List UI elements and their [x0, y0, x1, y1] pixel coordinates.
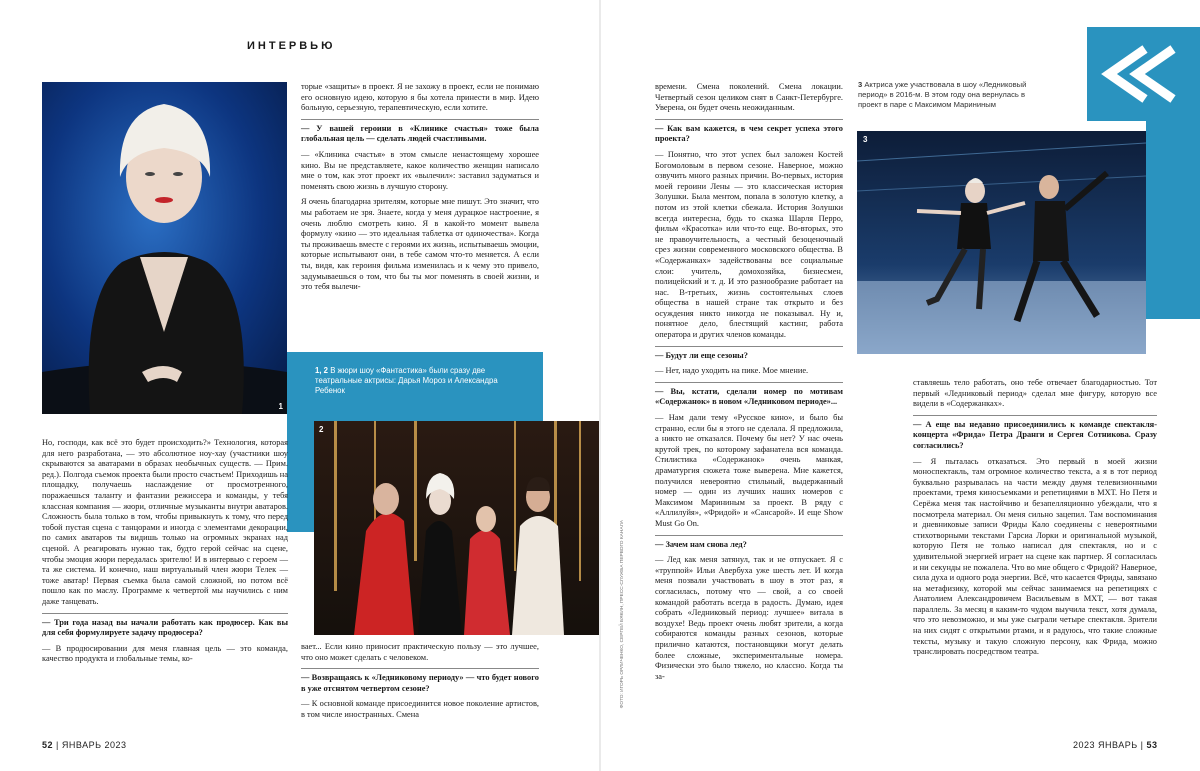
paragraph: — Понятно, что этот успех был заложен Костей Богомоловым в первом сезоне. Наверное, можно озвучить много разных причин. Во-первых, история моей героини Лены — это классическая история Золушки. Была ментом, попала в золотую клетку, а потом из этой клетки сбежала. История Золушки всегда интересна, будь то сказка Шарля Перро, фильм «Красотка» или что-то еще. Во-вторых, это не правоучительность, а честный безоценочный срез жизни современного московского общества. В «Содержанках» задействованы все социальные слои: учитель, домохозяйка, бизнесмен, полицейский и т. д. И это разнообразие работает на нас. В-третьих, жизнь состоятельных слоев общества в нашей стране так открыто и без осуждения никто никогда не показывал. Ну и, понятное дело, блестящий кастинг, работа оператора и других членов команды. [655, 149, 843, 340]
folio-left [42, 740, 127, 750]
paragraph: — «Клиника счастья» в этом смысле ненастоящему хорошее кино. Вы не представляете, какое количество женщин написало мне о том, как этот проект их «вылечил»: заставил задуматься и поменять свою жизнь в лучшую сторону. [301, 149, 539, 191]
question: — Вы, кстати, сделали номер по мотивам «Содержанок» в новом «Ледниковом периоде»... [655, 386, 843, 407]
paragraph: Но, господи, как всё это будет происходить?» Технология, которая для него разработана, — это абсолютное ноу-хау (участники шоу скрываются за аватарами в образах необычных существ. — Прим. ред.). Полгода съемок проекта были просто счастьем! Приходишь на площадку, получаешь наслаждение от просмотренного, поражаешься таланту и фантазии режиссера и команды, у тебя классная компания — жюри, отличные музыканты внутри аватаров. Сложность была только в том, чтобы привыкнуть к тому, что перед тобой пустая сцена с танцорами и иногда с элементами декорации, по самих аватаров ты видишь только на огромных экранах над сценой. А реагировать нужно так, будто герой сейчас на сцене, чтобы эмоция жюри передалась зрителю! И в интервью с героем — та же система. И конечно, наш виртуальный член жюри Телек — тоже аватар! Первая съемка была самой сложной, но потом всё пошло как по маслу. Программе к четвертой мы научились с ним даже танцевать. [42, 438, 288, 606]
article-column-3 [913, 378, 1157, 663]
caption-number: 3 [858, 80, 863, 89]
paragraph: — Нам дали тему «Русское кино», и было бы странно, если бы я этого не сделала. Я предложила, а никто не отказался. Почему бы нет? У нас очень крутой трек, по которому зафанатела вся команда. Стилистика «Содержанок» очень манкая, драматургия сюжета тоже выверена. Мне кажется, получился невероятно стильный, выдержанный номер — один из лучших наших номеров с Максимом Марининым за проект. В ряду с «Аллилуйя», «Фридой» и «Сансарой». И еще Show Must Go On. [655, 413, 843, 528]
photo-number-2: 2 [319, 425, 324, 434]
question: — Три года назад вы начали работать как продюсер. Как вы для себя формулируете задачу продюсера? [42, 617, 288, 638]
photo-number-3: 3 [863, 135, 868, 144]
answer: — К основной команде присоединится новое поколение артистов, в том числе иностранных. Смена [301, 699, 539, 719]
folio-right [1073, 740, 1158, 750]
col1-top [301, 82, 539, 114]
blue-strip [1146, 121, 1200, 319]
group-photo [314, 421, 600, 635]
photo-credit: ФОТО: ИГОРЬ ОРЛИЧЕНКО, СЕРГЕЙ БЯКИН, ПРЕСС-СЛУЖБА ПЕРВОГО КАНАЛА [620, 520, 625, 709]
skating-photo [857, 131, 1146, 354]
question: — Возвращаясь к «Ледниковому периоду» — что будет нового в уже отснятом четвертом сезоне? [301, 673, 539, 693]
divider [42, 613, 288, 614]
folio-separator: | [56, 740, 59, 750]
col-left-text [42, 438, 288, 608]
divider [655, 382, 843, 383]
folio-date: ЯНВАРЬ 2023 [61, 740, 127, 750]
question: — Как вам кажется, в чем секрет успеха этого проекта? [655, 123, 843, 144]
article-column-2 [655, 82, 843, 687]
page-number: 52 [42, 740, 54, 750]
divider [655, 535, 843, 536]
caption-text [315, 366, 515, 396]
portrait-image [42, 82, 287, 414]
paragraph: времени. Смена поколений. Смена локации. Четвертый сезон целиком снят в Санкт-Петербурге. Уверена, он будет очень неожиданным. [655, 82, 843, 113]
divider [301, 119, 539, 120]
paragraph: вает... Если кино приносит практическую пользу — это лучшее, что оно может сделать с человеком. [301, 642, 539, 662]
question: — Будут ли еще сезоны? [655, 350, 748, 360]
caption-body: В жюри шоу «Фантастика» были сразу две театральные актрисы: Дарья Мороз и Александра Ребенок [315, 366, 498, 395]
article-column-1 [301, 82, 539, 298]
divider [913, 415, 1157, 416]
chevron-box [1087, 27, 1200, 121]
article-column-left [42, 438, 288, 670]
caption-body: Актриса уже участвовала в шоу «Ледниковый период» в 2016-м. В этом году она вернулась в проект в паре с Максимом Марининым [858, 80, 1027, 109]
paragraph: Я очень благодарна зрителям, которые мне пишут. Это значит, что мы работаем не зря. Знаете, когда у меня дурацкое настроение, я очень люблю смотреть кино. Я в какой-то момент вывела формулу «кино — это идеальная таблетка от одиночества». Когда ты проживаешь вместе с героями их жизнь, испытываешь эмоции, которые испытывают они, в тебе самом что-то меняется. А если ты, видя, как героиня фильма изменилась и к чему это привело, задумываешься о том, что бы ты мог поменять в своей жизни, и это тебя вылечи- [301, 197, 539, 292]
col1-bottom [301, 642, 539, 663]
caption-number: 1, 2 [315, 366, 329, 375]
double-chevron-icon [1087, 27, 1200, 121]
divider [655, 119, 843, 120]
group-image [314, 421, 600, 635]
divider [655, 346, 843, 347]
divider [301, 668, 539, 669]
paragraph: — Я пыталась отказаться. Это первый в моей жизни моноспектакль, там огромное количество текста, а я в тот период буквально разрывалась на части между двумя телевизионными проектами, тремя киносъемками и репетициями в МХТ. Но Петя и Серёжа меня так настойчиво и безапелляционно убеждали, что я посмотрела материал. Он меня сильно зацепил. Там воспоминания и дневниковые записи Фриды Кало соединены с невероятными стихотворными текстами Гарсиа Лорки и оригинальной музыкой, которую Петя не только написал для спектакля, но и с удивительной энергией играет на сцене как партнер. Я согласилась и ни секунды не пожалела. Что во мне общего с Фридой? Наверное, сила духа и одного рода энергии. Всё, что касается Фриды, завязано на метафизику, которой мы сейчас занимаемся на репетициях с Анатолием Александровичем Васильевым в МХТ, — вот такая параллель. За месяц я каким-то чудом выучила текст, хотя думала, что это невозможно, и мы уже сыграли четыре спектакля. Зрители на них сидят с открытыми ртами, и я радуюсь, что такие сложные тексты, музыку и такую сложную персону, как Фрида, можно транслировать посредством театра. [913, 456, 1157, 657]
question: — Зачем нам снова лед? [655, 539, 747, 549]
skating-image [857, 131, 1146, 354]
paragraph: торые «защиты» в проект. Я не захожу в проект, если не понимаю его основную идею, которую я бы хотела принести в мир. Идею больную, серьезную, терапевтическую, если хотите. [301, 82, 539, 113]
answer: — В продюсировании для меня главная цель — это команда, качество продукта и глобальные темы, ко- [42, 643, 288, 664]
col1-answer [301, 150, 539, 293]
paragraph: — Нет, надо уходить на пике. Мое мнение. [655, 366, 809, 376]
paragraph: — Лед как меня затянул, так и не отпускает. Я с «труппой» Ильи Авербуха уже шесть лет. И когда меня позвали участвовать в шоу в этот раз, я согласилась, потому что — свой, а со своей командой работать всегда в радость. Думаю, идея собрать «Ледниковый период: лучшее» витала в воздухе! Ведь проект очень любят зрители, а когда собираются команды разных сезонов, которые прилично катаются, постановщики могут делать более сложные, экспериментальные номера. Физически это было тяжело, но классно. Когда ты за- [655, 555, 843, 681]
section-label: ИНТЕРВЬЮ [247, 40, 336, 52]
photo-3-caption [858, 80, 1038, 110]
question: — У вашей героини в «Клинике счастья» тоже была глобальная цель — сделать людей счастливыми. [301, 123, 539, 144]
page-number: 53 [1146, 740, 1158, 750]
question: — А еще вы недавно присоединились к команде спектакля-концерта «Фрида» Петра Дранги и Сергея Сотникова. Сразу согласились? [913, 419, 1157, 450]
folio-date: 2023 ЯНВАРЬ [1073, 740, 1138, 750]
paragraph: ставляешь тело работать, оно тебе отвечает благодарностью. Тот первый «Ледниковый период» сделал мне фигуру, которую все видели в «Содержанках». [913, 378, 1157, 409]
article-column-1-bottom [301, 642, 539, 726]
portrait-photo [42, 82, 287, 414]
photo-number-1: 1 [278, 402, 283, 411]
folio-separator: | [1140, 740, 1144, 750]
